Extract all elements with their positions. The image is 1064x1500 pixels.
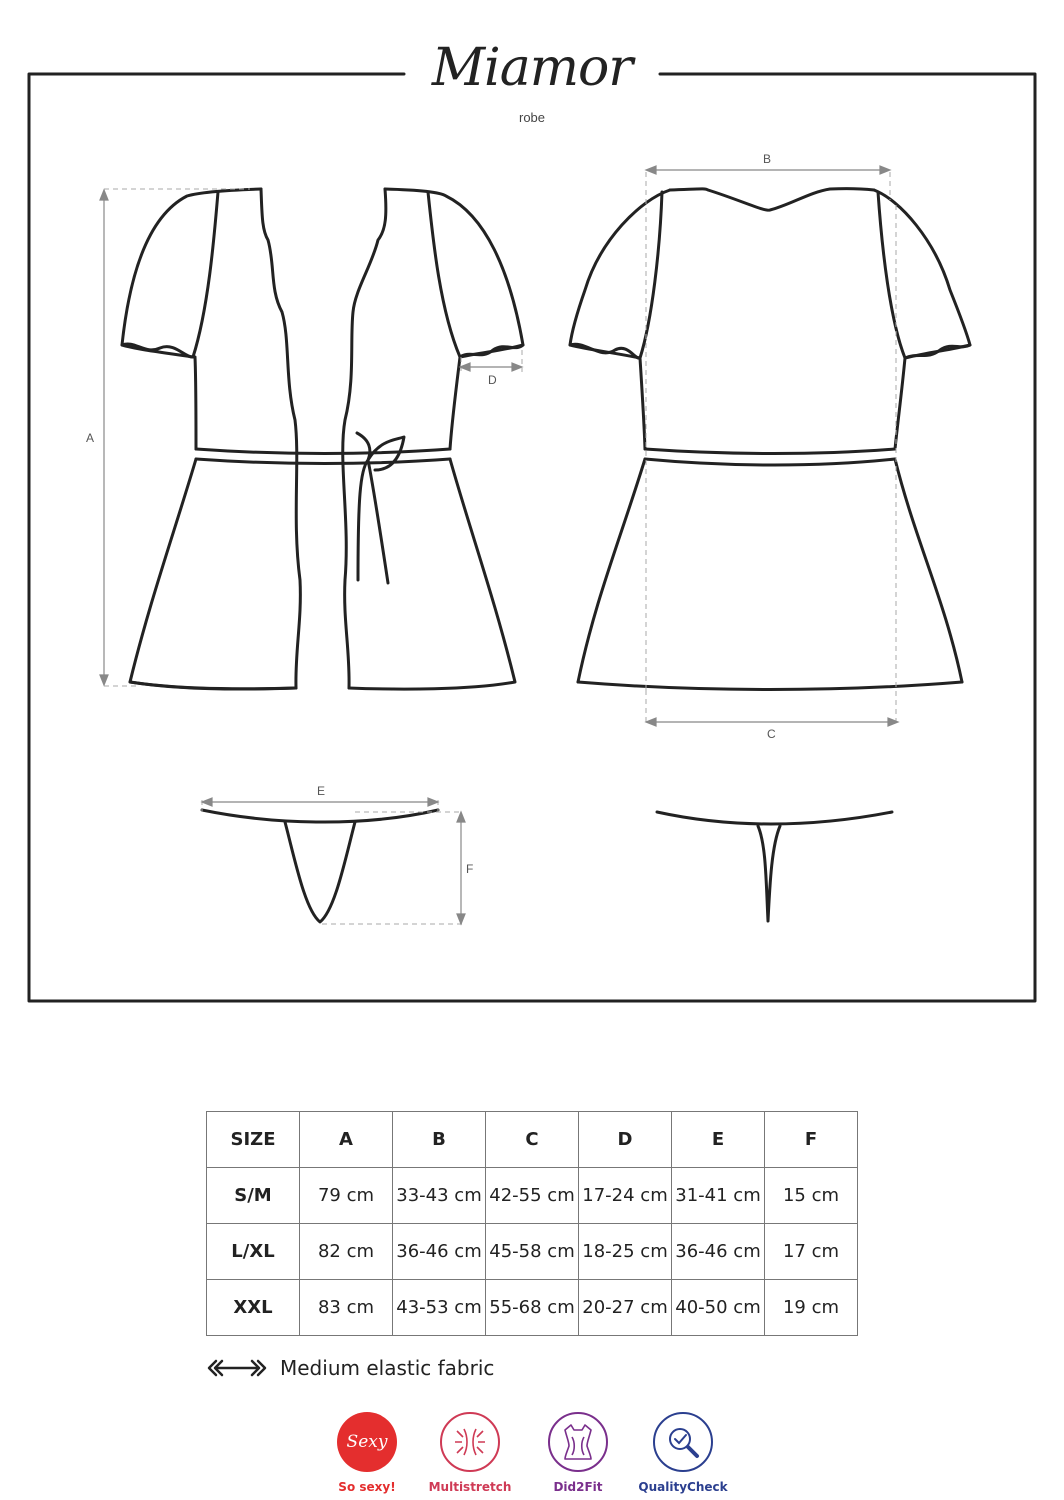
fabric-note (206, 1354, 494, 1382)
sexy-icon: Sexy (337, 1412, 397, 1472)
table-cell: 83 cm (300, 1280, 393, 1336)
frame-border (29, 74, 1035, 1001)
table-header-row (207, 1112, 858, 1168)
dimension-label-a: A (86, 431, 95, 445)
table-cell: 36-46 cm (393, 1224, 486, 1280)
table-cell: 17 cm (765, 1224, 858, 1280)
dimension-label-d: D (488, 373, 497, 387)
robe-front (122, 189, 523, 689)
table-cell: 20-27 cm (579, 1280, 672, 1336)
table-cell: 79 cm (300, 1168, 393, 1224)
badge-qualitycheck (628, 1412, 738, 1494)
badge-label: So sexy! (338, 1480, 396, 1494)
product-type: robe (518, 110, 546, 125)
table-cell: 42-55 cm (486, 1168, 579, 1224)
size-table (206, 1111, 858, 1336)
table-cell: 33-43 cm (393, 1168, 486, 1224)
table-cell: 19 cm (765, 1280, 858, 1336)
double-arrow-icon (206, 1359, 268, 1377)
table-row (207, 1224, 858, 1280)
dimension-label-b: B (763, 152, 772, 166)
table-cell: XXL (207, 1280, 300, 1336)
table-cell: 15 cm (765, 1168, 858, 1224)
badge-label: Multistretch (428, 1480, 512, 1494)
badge-sexy (312, 1412, 422, 1494)
badge-label: QualityCheck (638, 1480, 728, 1494)
table-cell: 43-53 cm (393, 1280, 486, 1336)
table-cell: S/M (207, 1168, 300, 1224)
badge-did2fit (523, 1412, 633, 1494)
table-header: E (672, 1112, 765, 1168)
table-cell: 18-25 cm (579, 1224, 672, 1280)
robe-back (570, 189, 970, 690)
table-cell: 55-68 cm (486, 1280, 579, 1336)
dress-icon (548, 1412, 608, 1472)
table-header: C (486, 1112, 579, 1168)
dimension-label-c: C (767, 727, 776, 741)
table-header: D (579, 1112, 672, 1168)
table-header: B (393, 1112, 486, 1168)
multistretch-icon (440, 1412, 500, 1472)
table-cell: 82 cm (300, 1224, 393, 1280)
table-header: F (765, 1112, 858, 1168)
table-cell: 40-50 cm (672, 1280, 765, 1336)
table-cell: 17-24 cm (579, 1168, 672, 1224)
table-row (207, 1168, 858, 1224)
thong-back (657, 812, 892, 921)
magnifier-check-icon (653, 1412, 713, 1472)
table-cell: 31-41 cm (672, 1168, 765, 1224)
fabric-note-text: Medium elastic fabric (280, 1356, 495, 1380)
thong-front (202, 810, 438, 922)
brand-logo: Miamor (431, 38, 633, 98)
badge-multistretch (415, 1412, 525, 1494)
table-cell: 45-58 cm (486, 1224, 579, 1280)
table-cell: L/XL (207, 1224, 300, 1280)
table-header: A (300, 1112, 393, 1168)
dimension-label-e: E (317, 784, 326, 798)
table-row (207, 1280, 858, 1336)
badge-label: Did2Fit (553, 1480, 603, 1494)
table-header: SIZE (207, 1112, 300, 1168)
table-cell: 36-46 cm (672, 1224, 765, 1280)
dimension-label-f: F (466, 862, 474, 876)
